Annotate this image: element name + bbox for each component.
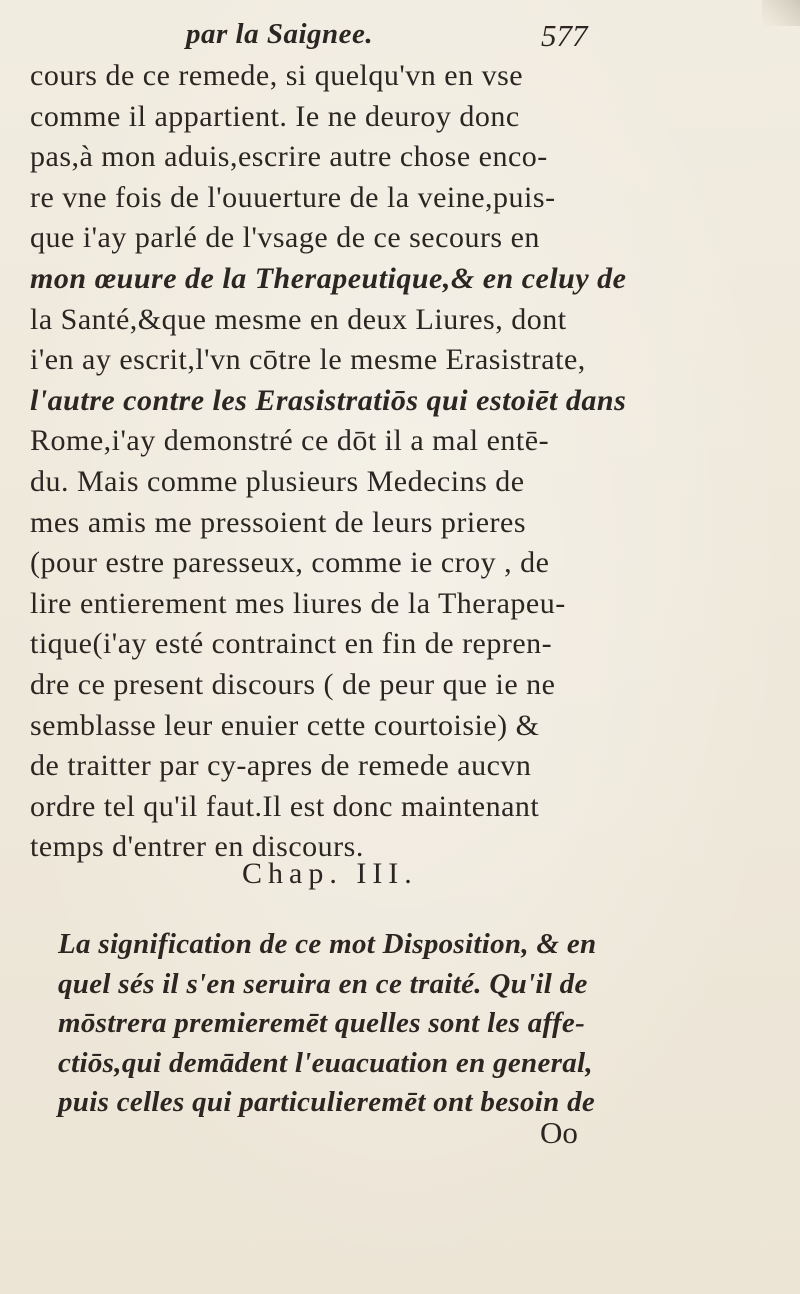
chapter-summary	[58, 925, 658, 1123]
body-line: pas,à mon aduis,escrire autre chose enco-	[30, 140, 548, 174]
body-line: comme il appartient. Ie ne deuroy donc	[30, 99, 520, 133]
summary-line: ctiōs,qui demādent l'euacuation en general,	[58, 1046, 593, 1079]
summary-line: mōstrera premieremēt quelles sont les affe-	[58, 1007, 586, 1040]
body-line: i'en ay escrit,l'vn cōtre le mesme Erasistrate,	[30, 343, 586, 377]
summary-line: La signification de ce mot Disposition, & en	[58, 928, 597, 960]
body-line: mon œuure de la Therapeutique,& en celuy de	[30, 261, 627, 295]
page-number: 577	[541, 18, 588, 53]
catchword: Oo	[540, 1115, 578, 1150]
chapter-heading: Chap. III.	[242, 857, 418, 890]
body-line: ordre tel qu'il faut.Il est donc maintenant	[30, 789, 540, 823]
running-header-title: par la Saignee.	[186, 18, 374, 50]
body-text-block	[30, 56, 630, 868]
summary-line: quel sés il s'en seruira en ce traité. Qu'il de	[58, 967, 588, 1000]
body-line: semblasse leur enuier cette courtoisie) &	[30, 708, 540, 742]
summary-line: puis celles qui particulieremēt ont besoin de	[58, 1086, 596, 1119]
body-line: de traitter par cy-apres de remede aucvn	[30, 749, 532, 783]
body-line: tique(i'ay esté contrainct en fin de repren-	[30, 627, 553, 661]
body-line: l'autre contre les Erasistratiōs qui estoiēt dans	[30, 383, 627, 417]
body-line: temps d'entrer en discours.	[30, 830, 364, 864]
body-line: que i'ay parlé de l'vsage de ce secours en	[30, 221, 540, 255]
body-line: cours de ce remede, si quelqu'vn en vse	[30, 59, 524, 92]
body-line: du. Mais comme plusieurs Medecins de	[30, 464, 525, 498]
page-corner-fold	[762, 0, 800, 26]
body-line: re vne fois de l'ouuerture de la veine,puis-	[30, 180, 556, 214]
body-line: la Santé,&que mesme en deux Liures, dont	[30, 302, 567, 336]
body-line: dre ce present discours ( de peur que ie ne	[30, 667, 556, 701]
body-line: mes amis me pressoient de leurs prieres	[30, 505, 527, 539]
body-line: (pour estre paresseux, comme ie croy , de	[30, 546, 550, 580]
body-line: lire entierement mes liures de la Therapeu-	[30, 586, 566, 620]
body-line: Rome,i'ay demonstré ce dōt il a mal entē-	[30, 424, 550, 458]
